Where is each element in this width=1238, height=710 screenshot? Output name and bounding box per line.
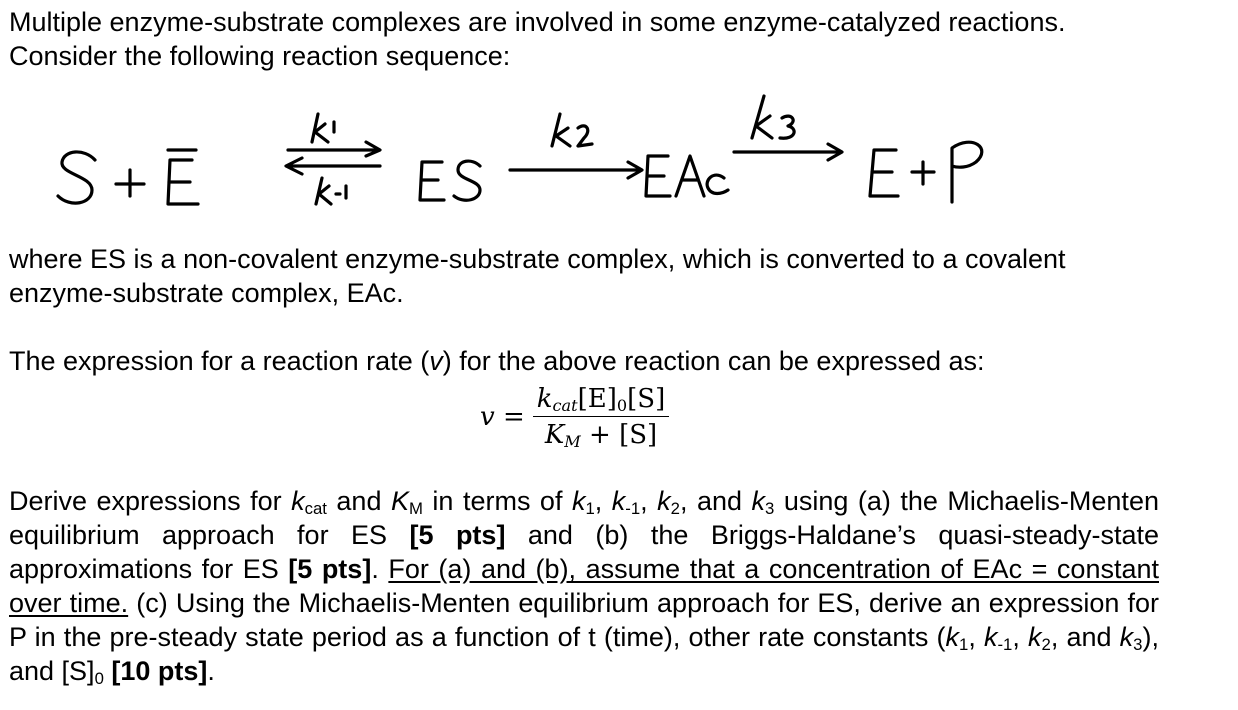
handwritten-reaction-scheme xyxy=(40,92,1020,217)
rate-equation-denominator: $K_M + [S]$ xyxy=(544,420,658,452)
rate-equation-fraction xyxy=(533,384,670,450)
rate-equation-lhs: v = xyxy=(480,402,525,432)
scheme-forward-arrow xyxy=(288,142,380,156)
intro-line-2: Consider the following reaction sequence: xyxy=(9,41,511,71)
task-paragraph: Derive expressions for $k_{cat}$ and $K_M$ in terms of $k_1$, $k_{-1}$, $k_2$, and $k_3$ using (a) the Michaelis-Menten equilibrium approach for ES [5 pts] and (b) the Briggs-Haldane’s quasi-steady-state approximations for ES [5 pts]. For (a) and (b), assume that a concentration of EAc = constant over time. (c) Using the Michaelis-Menten equilibrium approach for ES, derive an expression for P in the pre-steady state period as a function of t (time), other rate constants ($k_1$, $k_{-1}$, $k_2$, and $k_3$), and $[S]_0$ [10 pts]. xyxy=(9,486,1159,689)
rate-intro-text: The expression for a reaction rate (v) for the above reaction can be expressed as: xyxy=(9,346,985,376)
scheme-k2-label xyxy=(552,114,592,146)
scheme-product-E xyxy=(870,150,898,196)
description-line-2: enzyme-substrate complex, EAc. xyxy=(9,278,404,308)
scheme-substrate-S xyxy=(58,152,95,203)
scheme-arrow-3 xyxy=(734,144,842,160)
scheme-complex-EAc xyxy=(646,156,728,196)
description-line-1: where ES is a non-covalent enzyme-substrate complex, which is converted to a covalent xyxy=(9,244,1066,274)
points-a: [5 pts] xyxy=(409,520,506,550)
scheme-k3-label xyxy=(752,96,794,138)
intro-text xyxy=(9,5,1159,73)
rate-variable: v xyxy=(429,346,443,376)
scheme-product-P xyxy=(952,142,982,202)
rate-equation-numerator: $k_{cat}[E]_0[S]$ xyxy=(533,384,670,417)
rate-equation xyxy=(480,377,669,457)
scheme-k-minus-1-label xyxy=(316,178,346,204)
scheme-k1-label xyxy=(312,114,334,142)
points-c: [10 pts] xyxy=(111,656,208,686)
description-text xyxy=(9,242,1159,310)
intro-line-1: Multiple enzyme-substrate complexes are involved in some enzyme-catalyzed reactions. xyxy=(9,7,1066,37)
points-b: [5 pts] xyxy=(288,554,372,584)
scheme-plus-1 xyxy=(116,170,144,196)
scheme-plus-2 xyxy=(912,162,934,184)
scheme-reverse-arrow xyxy=(286,158,380,174)
scheme-arrow-2 xyxy=(510,162,642,178)
underlined-assumption: For (a) and (b), assume that a concentration of EAc = constant over time. xyxy=(9,554,1159,618)
scheme-complex-ES xyxy=(420,161,480,200)
scheme-enzyme-E xyxy=(168,150,198,204)
